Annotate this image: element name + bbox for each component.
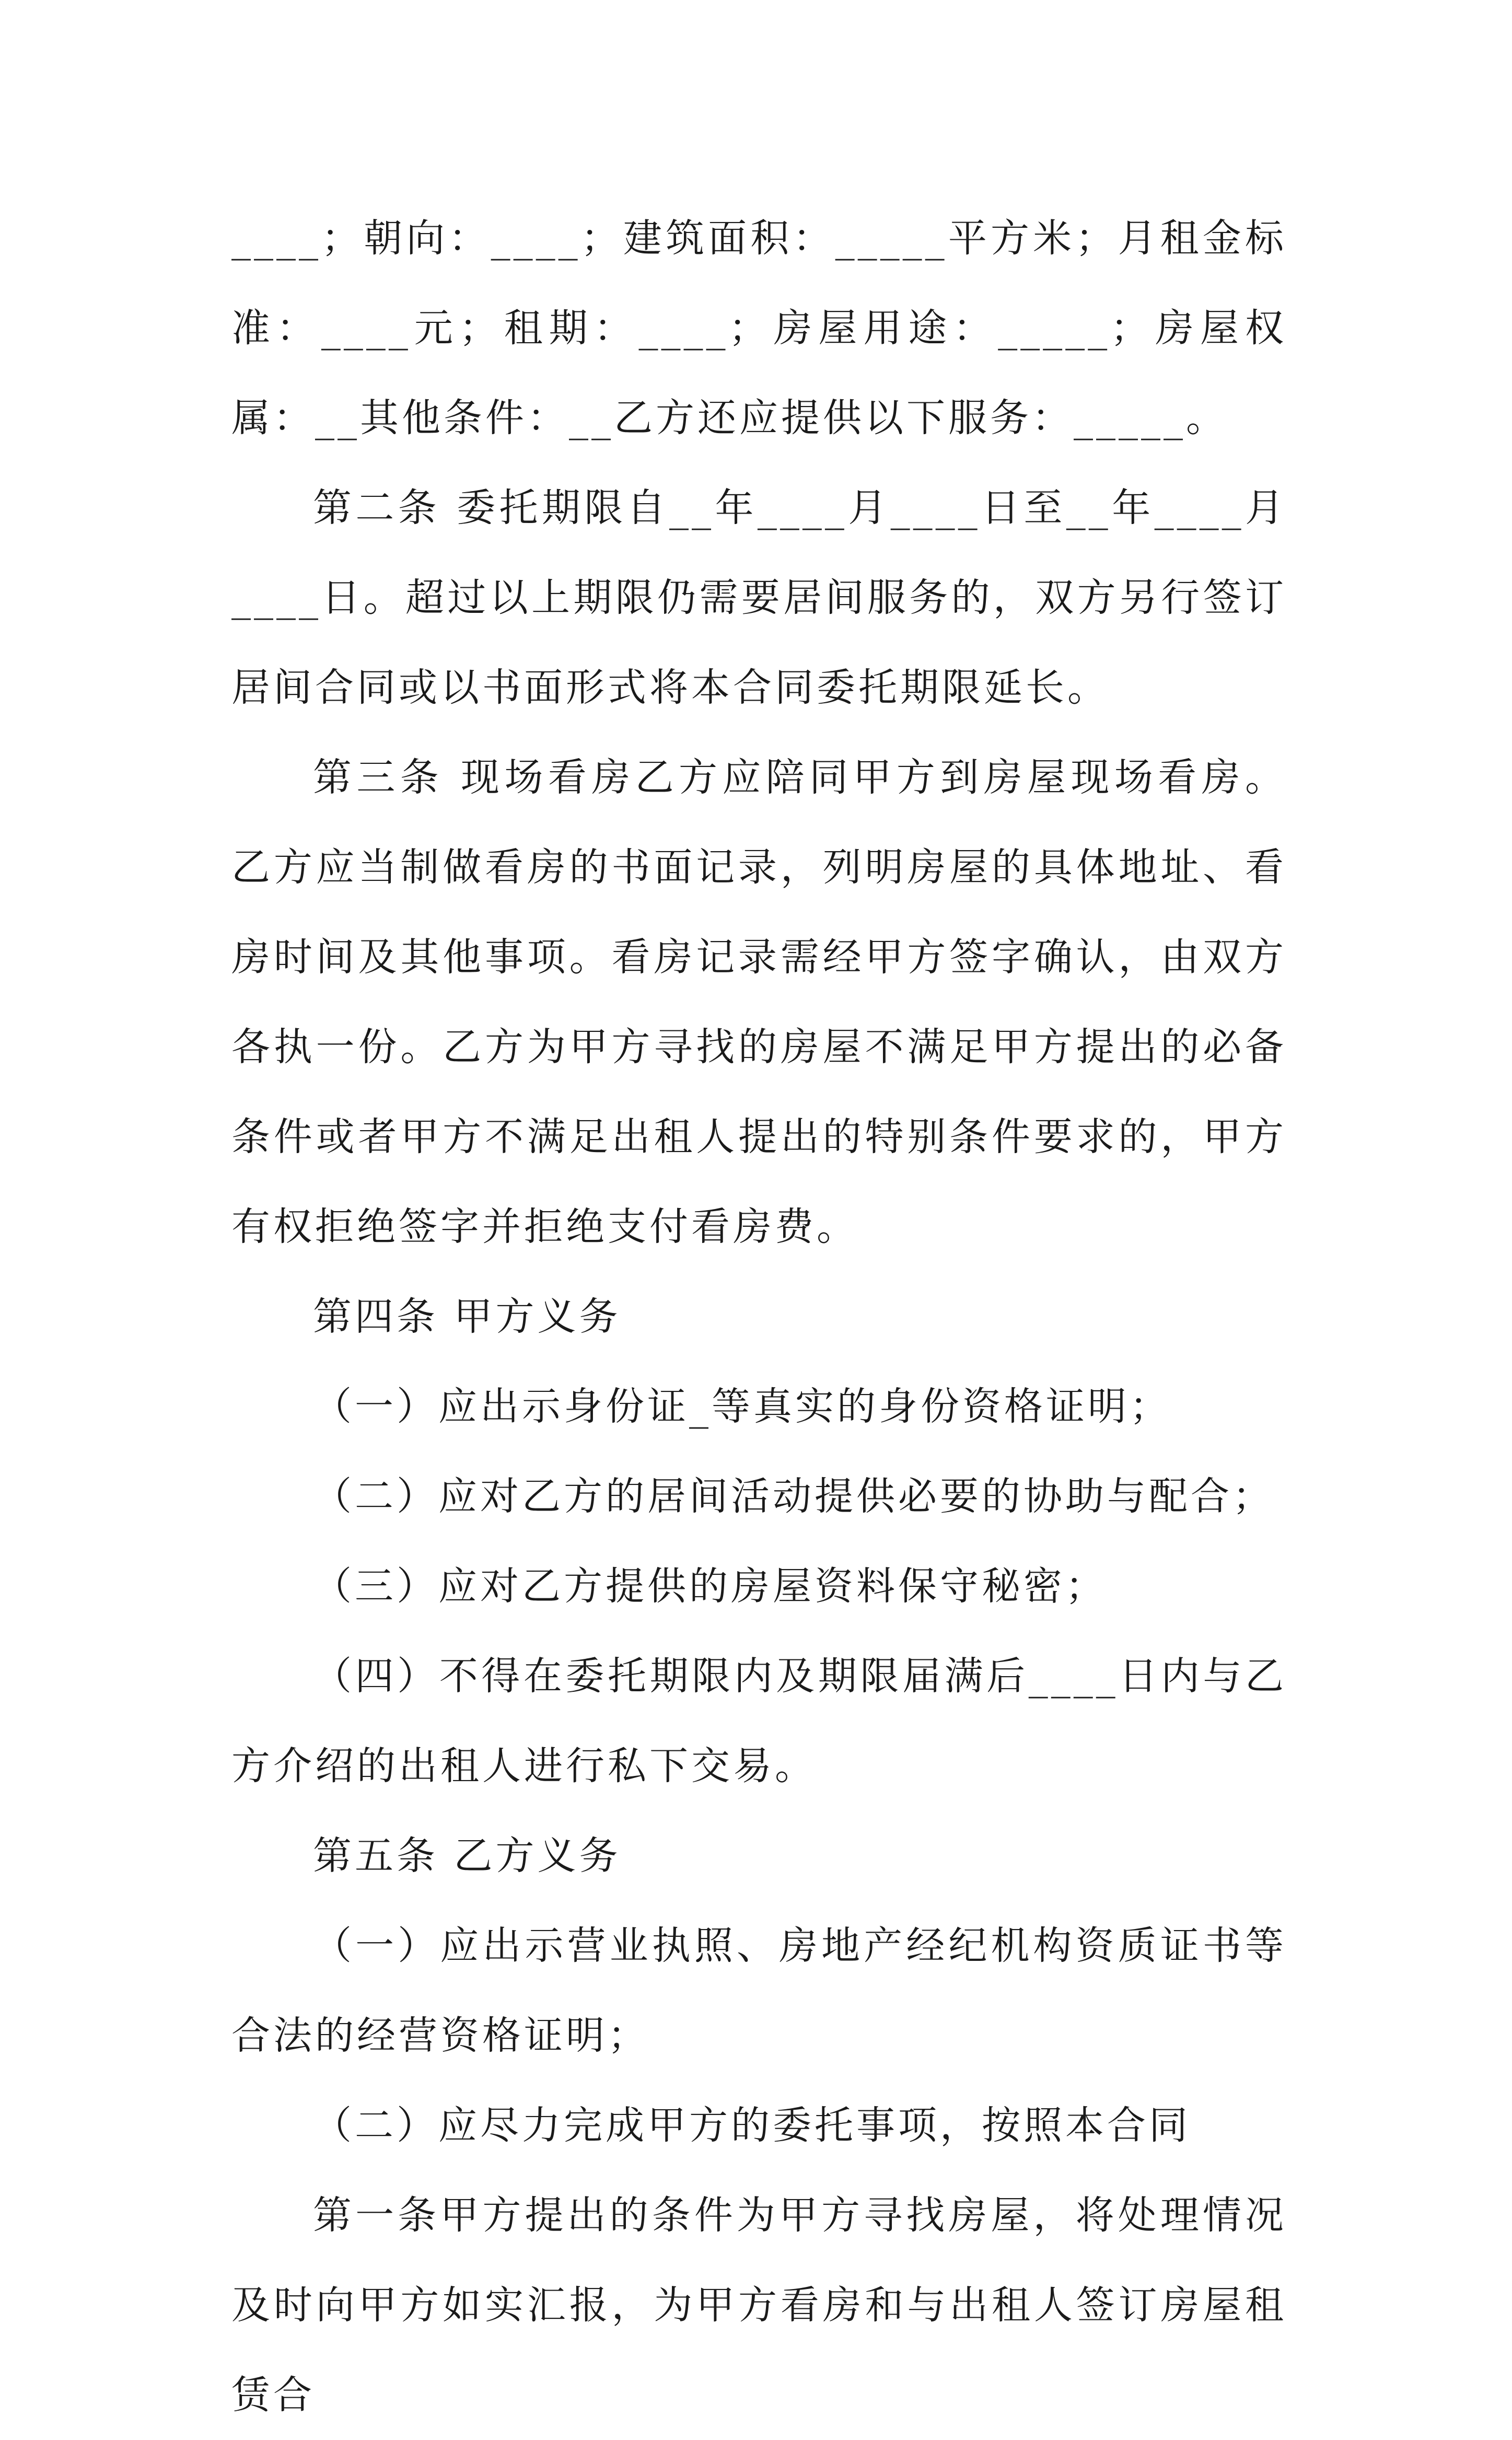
paragraph-property-conditions: ____；朝向：____；建筑面积：_____平方米；月租金标准：____元；租期：____；房屋用途：_____；房屋权属：__其他条件：__乙方还应提供以下服务：_____。: [231, 216, 1287, 440]
paragraph-article-3: 第三条 现场看房乙方应陪同甲方到房屋现场看房。乙方应当制做看房的书面记录，列明房屋的具体地址、看房时间及其他事项。看房记录需经甲方签字确认，由双方各执一份。乙方为甲方寻找的房屋不满足甲方提出的必备条件或者甲方不满足出租人提出的特别条件要求的，甲方有权拒绝签字并拒绝支付看房费。: [231, 755, 1287, 1249]
article-5-item-2: （二）应尽力完成甲方的委托事项，按照本合同: [313, 2103, 1191, 2148]
article-5-item-1: （一）应出示营业执照、房地产经纪机构资质证书等合法的经营资格证明；: [231, 1923, 1287, 2058]
article-4-item-1: （一）应出示身份证_等真实的身份资格证明；: [313, 1384, 1171, 1429]
heading-article-5: 第五条 乙方义务: [313, 1833, 621, 1878]
document-body: [231, 193, 1287, 2440]
article-4-item-4: （四）不得在委托期限内及期限届满后____日内与乙方介绍的出租人进行私下交易。: [231, 1654, 1287, 1788]
paragraph-article-2: 第二条 委托期限自__年____月____日至__年____月____日。超过以上期限仍需要居间服务的，双方另行签订居间合同或以书面形式将本合同委托期限延长。: [231, 485, 1287, 710]
article-4-item-2: （二）应对乙方的居间活动提供必要的协助与配合；: [313, 1474, 1274, 1519]
article-4-item-3: （三）应对乙方提供的房屋资料保守秘密；: [313, 1564, 1107, 1609]
paragraph-article-1-continuation: 第一条甲方提出的条件为甲方寻找房屋，将处理情况及时向甲方如实汇报，为甲方看房和与出租人签订房屋租赁合: [231, 2193, 1287, 2418]
heading-article-4: 第四条 甲方义务: [313, 1294, 621, 1339]
